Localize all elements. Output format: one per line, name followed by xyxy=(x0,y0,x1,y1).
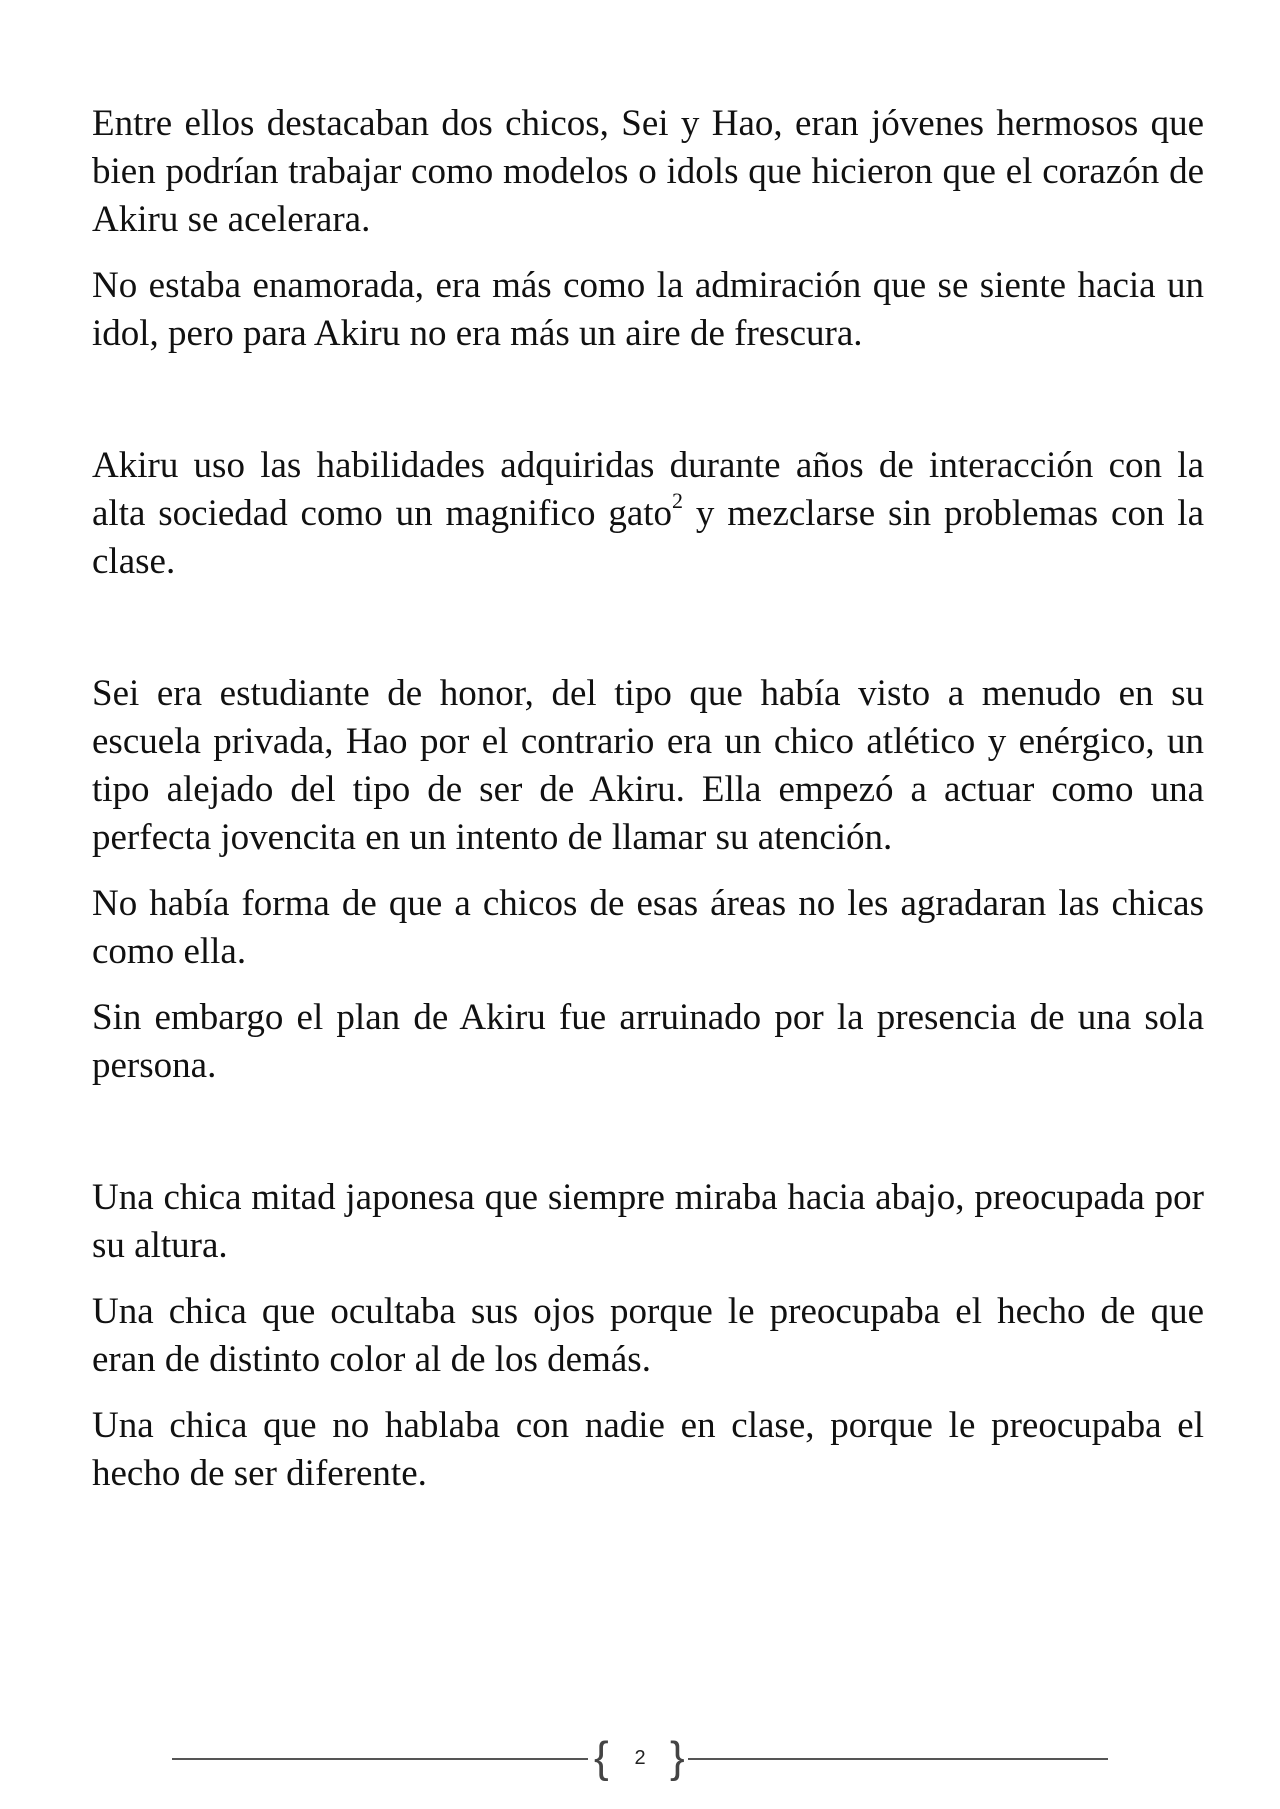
footer-bracket-left: { xyxy=(594,1733,609,1782)
paragraph: Una chica que no hablaba con nadie en clase, porque le preocupaba el hecho de ser diferente. xyxy=(92,1405,1204,1494)
paragraph-text: Akiru uso las habilidades adquiridas durante años de interacción con la alta sociedad como un magnifico gato xyxy=(92,445,1204,534)
body-text xyxy=(92,100,1204,1516)
footer-bracket-right: } xyxy=(670,1733,685,1782)
paragraph xyxy=(92,442,1204,586)
paragraph: Sin embargo el plan de Akiru fue arruinado por la presencia de una sola persona. xyxy=(92,997,1204,1086)
paragraph: No había forma de que a chicos de esas áreas no les agradaran las chicas como ella. xyxy=(92,883,1204,972)
paragraph: No estaba enamorada, era más como la admiración que se siente hacia un idol, pero para Akiru no era más un aire de frescura. xyxy=(92,265,1204,354)
paragraph-text: y mezclarse sin problemas con la clase. xyxy=(92,493,1204,582)
paragraph: Una chica mitad japonesa que siempre miraba hacia abajo, preocupada por su altura. xyxy=(92,1177,1204,1266)
section-gap xyxy=(92,376,1204,442)
paragraph: Entre ellos destacaban dos chicos, Sei y Hao, eran jóvenes hermosos que bien podrían trabajar como modelos o idols que hicieron que el corazón de Akiru se acelerara. xyxy=(92,103,1204,240)
paragraph: Una chica que ocultaba sus ojos porque le preocupaba el hecho de que eran de distinto color al de los demás. xyxy=(92,1291,1204,1380)
footer-rule-right xyxy=(688,1758,1108,1760)
footer-rule-left xyxy=(172,1758,588,1760)
paragraph: Sei era estudiante de honor, del tipo que había visto a menudo en su escuela privada, Hao por el contrario era un chico atlético y enérgico, un tipo alejado del tipo de ser de Akiru. Ella empezó a actuar como una perfecta jovencita en un intento de llamar su atención. xyxy=(92,673,1204,858)
section-gap xyxy=(92,1108,1204,1174)
section-gap xyxy=(92,604,1204,670)
page-number: 2 xyxy=(634,1747,646,1769)
page-footer xyxy=(0,1730,1280,1790)
footnote-reference[interactable]: 2 xyxy=(672,487,684,513)
